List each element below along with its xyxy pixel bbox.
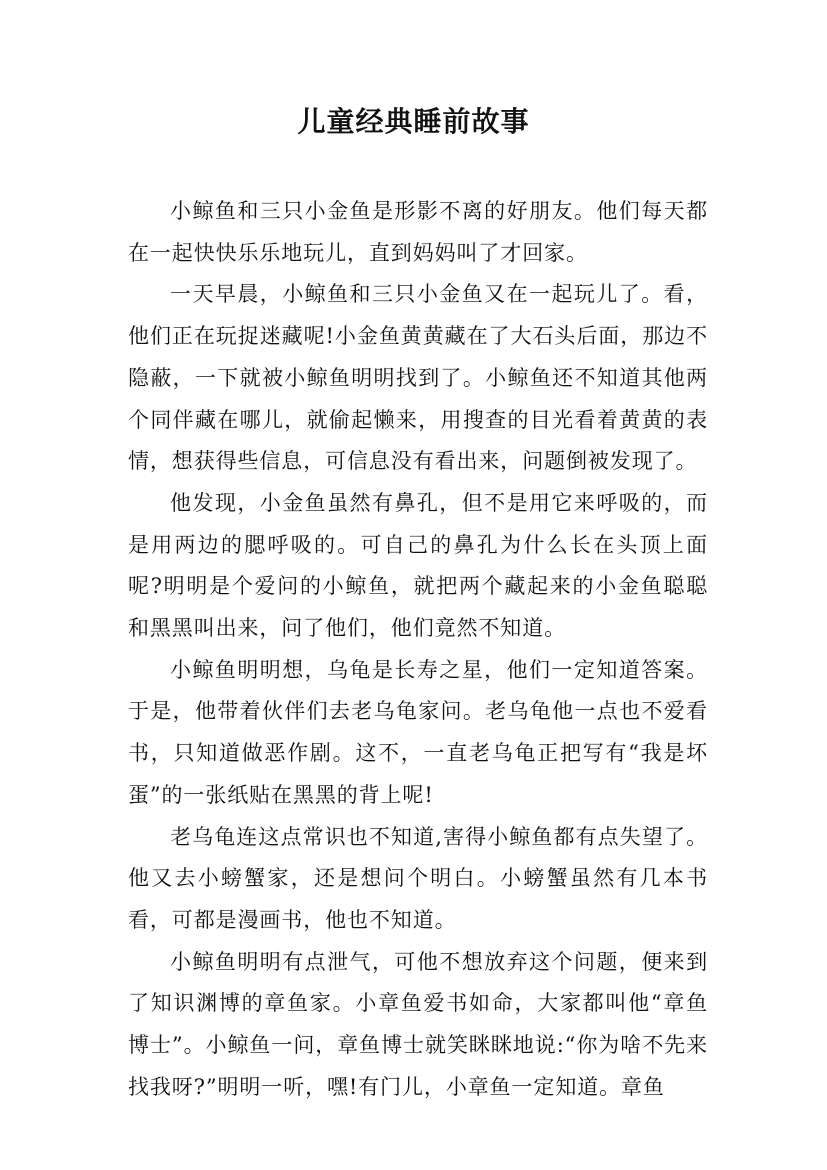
document-title: 儿童经典睡前故事	[297, 105, 530, 138]
paragraph-4: 小鲸鱼明明想，乌龟是长寿之星，他们一定知道答案。于是，他带着伙伴们去老乌龟家问。老乌龟他一点也不爱看书，只知道做恶作剧。这不，一直老乌龟正把写有“我是坏蛋”的一张纸贴在黑黑的背上呢!	[128, 657, 708, 807]
paragraph-6: 小鲸鱼明明有点泄气，可他不想放弃这个问题，便来到了知识渊博的章鱼家。小章鱼爱书如命，大家都叫他“章鱼博士”。小鲸鱼一问，章鱼博士就笑眯眯地说:“你为啥不先来找我呀?”明明一听，嘿!有门儿，小章鱼一定知道。章鱼	[128, 949, 708, 1099]
paragraph-2: 一天早晨，小鲸鱼和三只小金鱼又在一起玩儿了。看，他们正在玩捉迷藏呢!小金鱼黄黄藏在了大石头后面，那边不隐蔽，一下就被小鲸鱼明明找到了。小鲸鱼还不知道其他两个同伴藏在哪儿，就偷起懒来，用搜查的目光看着黄黄的表情，想获得些信息，可信息没有看出来，问题倒被发现了。	[128, 282, 708, 474]
paragraph-3: 他发现，小金鱼虽然有鼻孔，但不是用它来呼吸的，而是用两边的腮呼吸的。可自己的鼻孔为什么长在头顶上面呢?明明是个爱问的小鲸鱼，就把两个藏起来的小金鱼聪聪和黑黑叫出来，问了他们，他们竟然不知道。	[128, 490, 708, 641]
paragraph-5: 老乌龟连这点常识也不知道,害得小鲸鱼都有点失望了。他又去小螃蟹家，还是想问个明白。小螃蟹虽然有几本书看，可都是漫画书，他也不知道。	[128, 824, 708, 932]
paragraph-1: 小鲸鱼和三只小金鱼是形影不离的好朋友。他们每天都在一起快快乐乐地玩儿，直到妈妈叫了才回家。	[128, 199, 708, 265]
story-body	[128, 191, 708, 1108]
